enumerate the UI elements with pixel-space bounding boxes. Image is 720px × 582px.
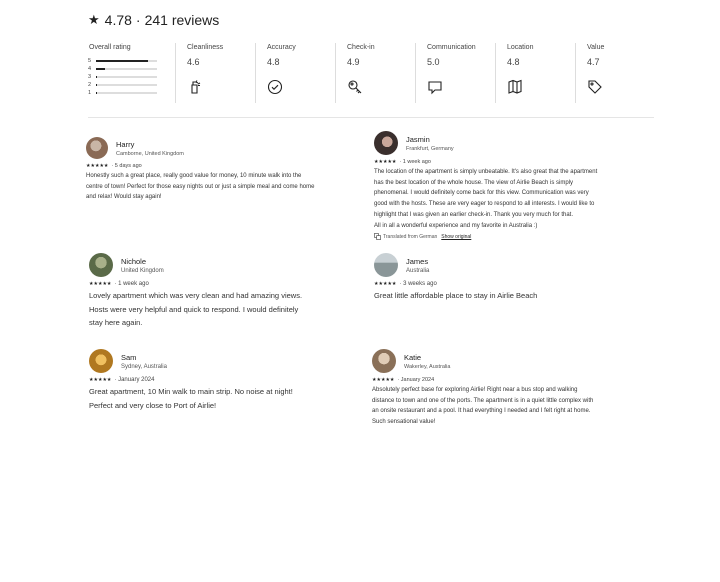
- avatar[interactable]: [372, 349, 396, 373]
- spray-bottle-icon: [187, 79, 203, 95]
- review-text: Great apartment, 10 Min walk to main strip. No noise at night! Perfect and very close to Port of Airlie!: [89, 387, 293, 410]
- avatar[interactable]: [374, 131, 398, 155]
- rating-dot: ·: [135, 12, 141, 28]
- reviewer-location: United Kingdom: [121, 267, 164, 274]
- reviewer-location: Australia: [406, 267, 430, 274]
- review-date: 3 weeks ago: [403, 281, 437, 287]
- star-rating: ★★★★★: [89, 281, 112, 287]
- category-value: 4.8: [267, 57, 280, 67]
- category-label: Location: [507, 44, 534, 51]
- bar-fill-5: [96, 60, 148, 62]
- avatar[interactable]: [89, 253, 113, 277]
- rating-bar-row: 1: [88, 89, 157, 97]
- tag-icon: [587, 79, 603, 95]
- translation-note: [374, 233, 654, 240]
- category-value: 4.7: [587, 57, 600, 67]
- category-value: 4.9: [347, 57, 360, 67]
- star-rating: ★★★★★: [374, 159, 397, 165]
- category-cleanliness: [175, 43, 255, 103]
- category-label: Communication: [427, 44, 476, 51]
- rating-bar-row: 2: [88, 81, 157, 89]
- rating-bar-row: 3: [88, 73, 157, 81]
- rating-header: [88, 12, 219, 28]
- key-icon: [347, 79, 363, 95]
- review-text: The location of the apartment is simply unbeatable. It's also great that the apartment has the best location of the whole house. The view of Airlie Beach is simply phenomenal. I would definitely come back for this view. Communication was very good with the hosts. These are very eager to respond to all interests. I would like to highlight that I was given an earlier check-in. Thank you very much for that. All in all a wonderful experience and my favorite in Australia :): [374, 169, 598, 229]
- review-card: Sam Sydney, Australia ★★★★★ · January 2024 Great apartment, 10 Min walk to main strip. No noise at night! Perfect and very close to Port of Airlie!: [89, 349, 359, 412]
- reviewer-location: Camborne, United Kingdom: [116, 150, 184, 157]
- reviewer-name: James: [406, 256, 429, 266]
- reviewer-location: Frankfurt, Germany: [406, 145, 454, 152]
- category-check-in: [335, 43, 415, 103]
- avatar[interactable]: [86, 137, 108, 159]
- review-card: Harry Camborne, United Kingdom ★★★★★ · 5 days ago Honestly such a great place, really good value for money, 10 minute walk into the centre of town! Perfect for those easy nights out or just a simple meal and come home and relax! Would stay again!: [86, 137, 356, 203]
- rating-bar-row: 5: [88, 57, 157, 65]
- category-communication: [415, 43, 495, 103]
- star-rating: ★★★★★: [374, 281, 397, 287]
- reviewer-location: Sydney, Australia: [121, 363, 167, 370]
- review-card: James Australia ★★★★★ · 3 weeks ago Great little affordable place to stay in Airlie Beach: [374, 253, 644, 303]
- review-date: January 2024: [118, 377, 155, 383]
- review-date: January 2024: [400, 377, 435, 383]
- reviewer-name: Harry: [116, 139, 135, 149]
- bar-fill-3: [96, 76, 97, 78]
- category-label: Cleanliness: [187, 44, 224, 51]
- star-rating: ★★★★★: [89, 377, 112, 383]
- translate-icon: [374, 233, 381, 240]
- check-circle-icon: [267, 79, 283, 95]
- category-value: 4.6: [187, 57, 200, 67]
- map-icon: [507, 79, 523, 95]
- category-location: [495, 43, 575, 103]
- reviewer-location: Wakerley, Australia: [404, 363, 451, 370]
- category-label: Accuracy: [267, 44, 296, 51]
- category-value: 4.8: [507, 57, 520, 67]
- star-icon: ★: [88, 12, 100, 27]
- category-label: Value: [587, 44, 605, 51]
- overall-rating: [88, 43, 175, 103]
- rating-bar-row: 4: [88, 65, 157, 73]
- section-divider: [88, 117, 654, 118]
- category-accuracy: [255, 43, 335, 103]
- review-text: Lovely apartment which was very clean and had amazing views. Hosts were very helpful and quick to respond. I would definitely stay here again.: [89, 291, 303, 327]
- show-original-link[interactable]: Show original: [441, 233, 472, 240]
- rating-categories: [88, 43, 654, 103]
- review-date: 5 days ago: [114, 163, 142, 169]
- bar-fill-2: [96, 84, 97, 86]
- bar-fill-4: [96, 68, 105, 70]
- review-card: Katie Wakerley, Australia ★★★★★ · January 2024 Absolutely perfect base for exploring Airlie! Right near a bus stop and walking distance to town and one of the ports. The apartment is in a quiet little complex with an onsite restaurant and a pool. It had everything I needed and I felt right at home. Such sensational value!: [372, 349, 657, 428]
- reviewer-name: Jasmin: [406, 134, 430, 144]
- overall-rating-label: Overall rating: [89, 44, 131, 51]
- review-card: Nichole United Kingdom ★★★★★ · 1 week ago Lovely apartment which was very clean and had amazing views. Hosts were very helpful and quick to respond. I would definitely stay here again.: [89, 253, 359, 330]
- avatar[interactable]: [89, 349, 113, 373]
- bar-fill-1: [96, 92, 97, 94]
- review-date: 1 week ago: [118, 281, 149, 287]
- rating-value: 4.78: [104, 12, 132, 28]
- message-icon: [427, 79, 443, 95]
- review-count: 241 reviews: [144, 12, 220, 28]
- rating-distribution: [88, 57, 157, 97]
- translated-from: Translated from German: [383, 233, 438, 240]
- review-date: 1 week ago: [402, 159, 431, 165]
- star-rating: ★★★★★: [86, 163, 109, 169]
- reviewer-name: Katie: [404, 352, 422, 362]
- star-rating: ★★★★★: [372, 377, 395, 383]
- review-text: Honestly such a great place, really good value for money, 10 minute walk into the centre of town! Perfect for those easy nights out or just a simple meal and come home and relax! Would stay again!: [86, 173, 315, 201]
- reviewer-name: Nichole: [121, 256, 147, 266]
- review-card: Jasmin Frankfurt, Germany ★★★★★ · 1 week ago The location of the apartment is simply unbeatable. It's also great that the apartment has the best location of the whole house. The view of Airlie Beach is simply phenomenal. I would definitely come back for this view. Communication was very good with the hosts. These are very eager to respond to all interests. I would like to highlight that I was given an earlier check-in. Thank you very much for that. All in all a wonderful experience and my favorite in Australia :) Translated from German Show original: [374, 131, 654, 240]
- review-text: Great little affordable place to stay in Airlie Beach: [374, 291, 538, 300]
- category-value: 5.0: [427, 57, 440, 67]
- reviewer-name: Sam: [121, 352, 137, 362]
- avatar[interactable]: [374, 253, 398, 277]
- category-value: [575, 43, 654, 103]
- category-label: Check-in: [347, 44, 375, 51]
- review-text: Absolutely perfect base for exploring Airlie! Right near a bus stop and walking distance to town and one of the ports. The apartment is in a quiet little complex with an onsite restaurant and a pool. It had everything I needed and I felt right at home. Such sensational value!: [372, 387, 594, 426]
